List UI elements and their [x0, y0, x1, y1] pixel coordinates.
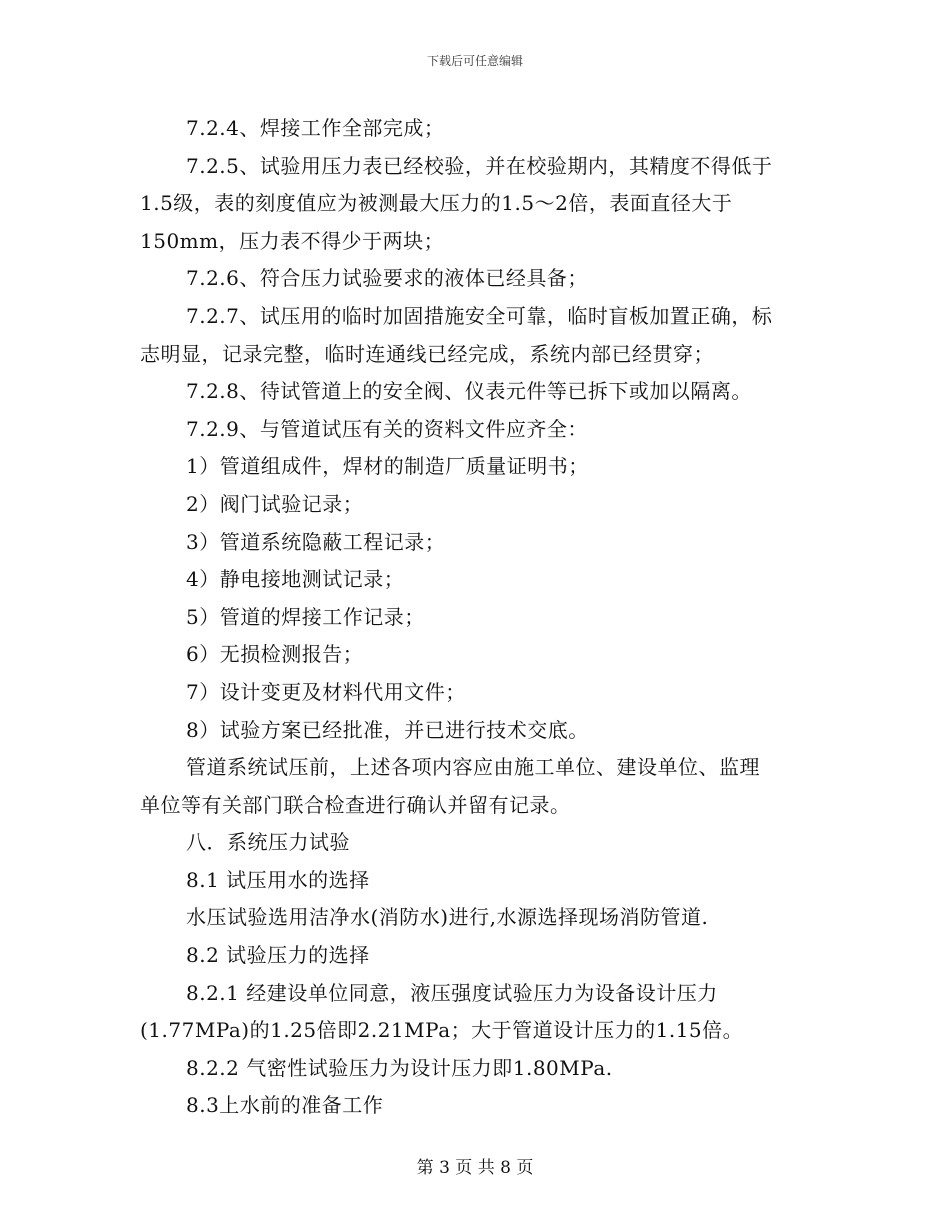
text-line: 6）无损检测报告；	[186, 642, 364, 667]
text-line: 150mm，压力表不得少于两块；	[140, 228, 445, 253]
text-line: 7.2.4、焊接工作全部完成；	[186, 116, 445, 140]
text-line: 7）设计变更及材料代用文件；	[186, 679, 466, 704]
text-line: 7.2.6、符合压力试验要求的液体已经具备；	[186, 266, 588, 291]
text-line: 8.2 试验压力的选择	[186, 943, 370, 968]
text-line: 8）试验方案已经批准，并已进行技术交底。	[186, 717, 589, 742]
text-line: 8.3上水前的准备工作	[186, 1093, 384, 1118]
text-line: 管道系统试压前，上述各项内容应由施工单位、建设单位、监理	[186, 755, 760, 780]
text-line: 7.2.5、试验用压力表已经校验，并在校验期内，其精度不得低于	[186, 153, 773, 178]
text-line: 8.1 试压用水的选择	[186, 867, 370, 892]
text-line: (1.77MPa)的1.25倍即2.21MPa；大于管道设计压力的1.15倍。	[140, 1018, 744, 1043]
page-header: 下载后可任意编辑	[426, 54, 523, 68]
text-line: 1.5级，表的刻度值应为被测最大压力的1.5～2倍，表面直径大于	[140, 191, 733, 216]
text-line: 7.2.8、待试管道上的安全阀、仪表元件等已拆下或加以隔离。	[186, 379, 752, 404]
document-body	[140, 110, 830, 1125]
page-footer: 第 3 页 共 8 页	[416, 1158, 534, 1178]
text-line: 3）管道系统隐蔽工程记录；	[186, 529, 446, 554]
text-line: 7.2.9、与管道试压有关的资料文件应齐全：	[186, 416, 588, 441]
text-line: 2）阀门试验记录；	[186, 491, 364, 516]
text-line: 1）管道组成件，焊材的制造厂质量证明书；	[186, 454, 589, 479]
text-line: 八．系统压力试验	[186, 830, 350, 855]
text-line: 单位等有关部门联合检查进行确认并留有记录。	[140, 792, 571, 817]
text-line: 志明显，记录完整，临时连通线已经完成，系统内部已经贯穿；	[140, 341, 714, 366]
text-line: 4）静电接地测试记录；	[186, 567, 405, 592]
text-line: 水压试验选用洁净水(消防水)进行,水源选择现场消防管道.	[186, 905, 709, 930]
text-line: 5）管道的焊接工作记录；	[186, 604, 425, 629]
text-line: 8.2.2 气密性试验压力为设计压力即1.80MPa.	[186, 1055, 613, 1080]
text-line: 8.2.1 经建设单位同意，液压强度试验压力为设备设计压力	[186, 980, 718, 1005]
text-line: 7.2.7、试压用的临时加固措施安全可靠，临时盲板加置正确，标	[186, 303, 773, 328]
